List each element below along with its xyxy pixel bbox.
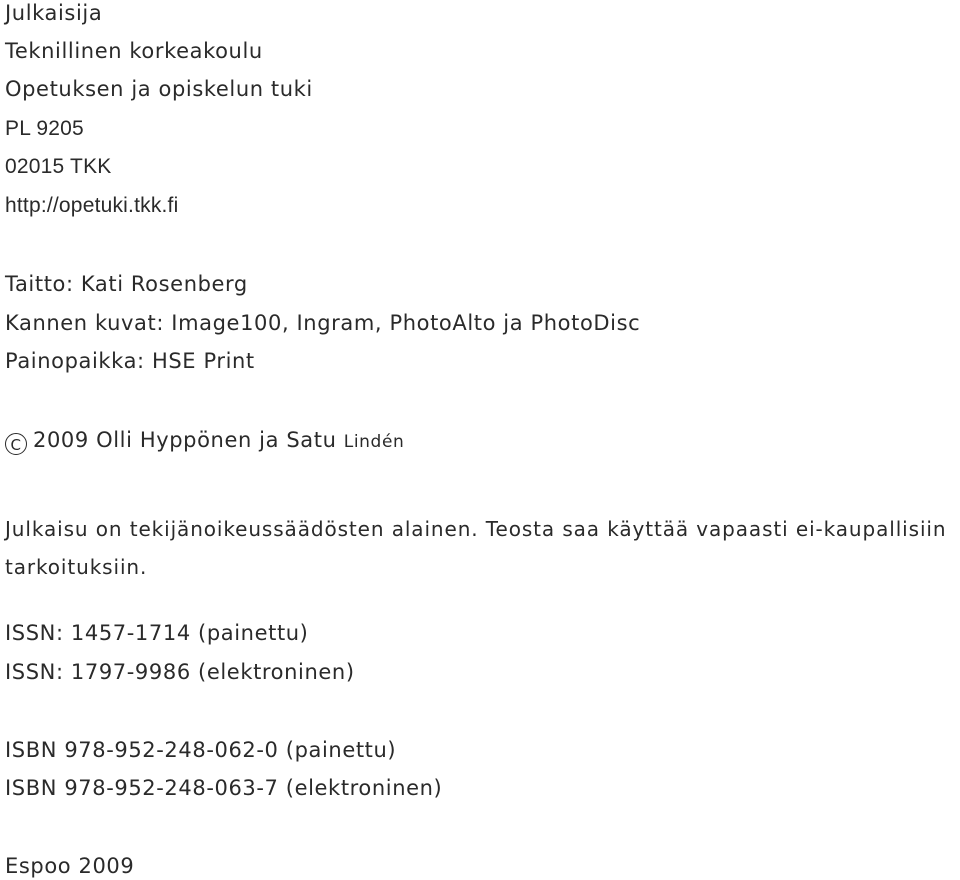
publisher-heading: Julkaisija — [5, 1, 103, 25]
copyright-text: 2009 Olli Hyppönen ja Satu — [33, 428, 337, 452]
copyright-surname: Lindén — [343, 432, 405, 452]
credit-cover-images: Kannen kuvat: Image100, Ingram, PhotoAlto ja PhotoDisc — [5, 311, 641, 335]
credit-layout: Taitto: Kati Rosenberg — [5, 272, 248, 296]
publisher-url: http://opetuki.tkk.fi — [5, 194, 179, 217]
license-line-1: Julkaisu on tekijänoikeussäädösten alainen. Teosta saa käyttää vapaasti ei-kaupallisiin — [5, 517, 947, 541]
publisher-postal-address: 02015 TKK — [5, 155, 112, 178]
issn-print: ISSN: 1457-1714 (painettu) — [5, 621, 309, 645]
place-year: Espoo 2009 — [5, 854, 135, 878]
publisher-unit: Opetuksen ja opiskelun tuki — [5, 77, 313, 101]
copyright-icon: C — [5, 433, 27, 455]
copyright-line — [5, 427, 404, 455]
publisher-organization: Teknillinen korkeakoulu — [5, 39, 263, 63]
license-line-2: tarkoituksiin. — [5, 555, 148, 579]
issn-electronic: ISSN: 1797-9986 (elektroninen) — [5, 660, 355, 684]
isbn-print: ISBN 978-952-248-062-0 (painettu) — [5, 738, 397, 762]
publisher-po-box: PL 9205 — [5, 117, 84, 140]
isbn-electronic: ISBN 978-952-248-063-7 (elektroninen) — [5, 776, 443, 800]
credit-printing: Painopaikka: HSE Print — [5, 349, 255, 373]
